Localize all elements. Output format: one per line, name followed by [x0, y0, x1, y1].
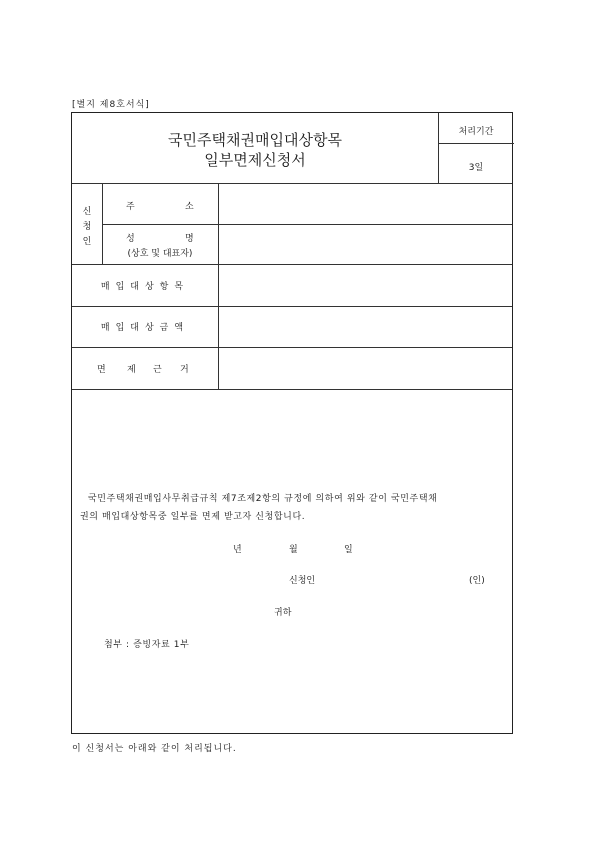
statement-line-2: 권의 매입대상항목중 일부를 면제 받고자 신청합니다.	[80, 512, 306, 522]
address-label-char: 소	[185, 202, 194, 212]
purchase-item-field[interactable]	[219, 265, 513, 306]
seal-label: (인)	[469, 576, 485, 586]
address-field[interactable]	[219, 184, 513, 224]
address-label-char: 주	[126, 202, 135, 212]
exemption-basis-field[interactable]	[219, 348, 513, 389]
exemption-basis-label-char: 근	[153, 365, 162, 375]
applicant-label-char: 청	[82, 222, 92, 232]
applicant-label-char: 신	[82, 207, 92, 217]
date-month-label: 월	[289, 545, 298, 555]
applicant-label-char: 인	[82, 237, 92, 247]
name-sub-label: (상호 및 대표자)	[127, 249, 193, 259]
form-title-line-2: 일부면제신청서	[204, 151, 306, 169]
name-label-char: 성	[126, 234, 135, 244]
purchase-item-label: 매입대상항목	[100, 282, 190, 292]
applicant-sign-field[interactable]	[327, 569, 465, 587]
processing-note: 이 신청서는 아래와 같이 처리됩니다.	[72, 744, 237, 754]
applicant-sign-label: 신청인	[289, 576, 316, 586]
statement-line-1: 국민주택채권매입사무취급규칙 제7조제2항의 규정에 의하여 위와 같이 국민주택채	[88, 494, 438, 504]
processing-period-label: 처리기간	[458, 127, 494, 137]
exemption-basis-label-char: 면	[97, 365, 106, 375]
name-field[interactable]	[219, 225, 513, 264]
processing-period-value: 3일	[468, 163, 484, 173]
row-line	[72, 389, 512, 390]
date-day-label: 일	[344, 545, 353, 555]
name-label-char: 명	[185, 234, 194, 244]
form-number-tag: [별지 제8호서식]	[72, 100, 150, 110]
purchase-amount-label: 매입대상금액	[100, 323, 190, 333]
date-year-label: 년	[233, 545, 242, 555]
period-divider	[438, 143, 514, 144]
exemption-basis-label-char: 제	[127, 365, 136, 375]
attachment-label: 첨부 : 증빙자료 1부	[104, 640, 190, 650]
form-title-line-1: 국민주택채권매입대상항목	[168, 131, 342, 149]
application-form	[71, 112, 513, 734]
purchase-amount-field[interactable]	[219, 307, 513, 347]
addressee-label: 귀하	[274, 608, 292, 618]
exemption-basis-label-char: 거	[180, 365, 189, 375]
